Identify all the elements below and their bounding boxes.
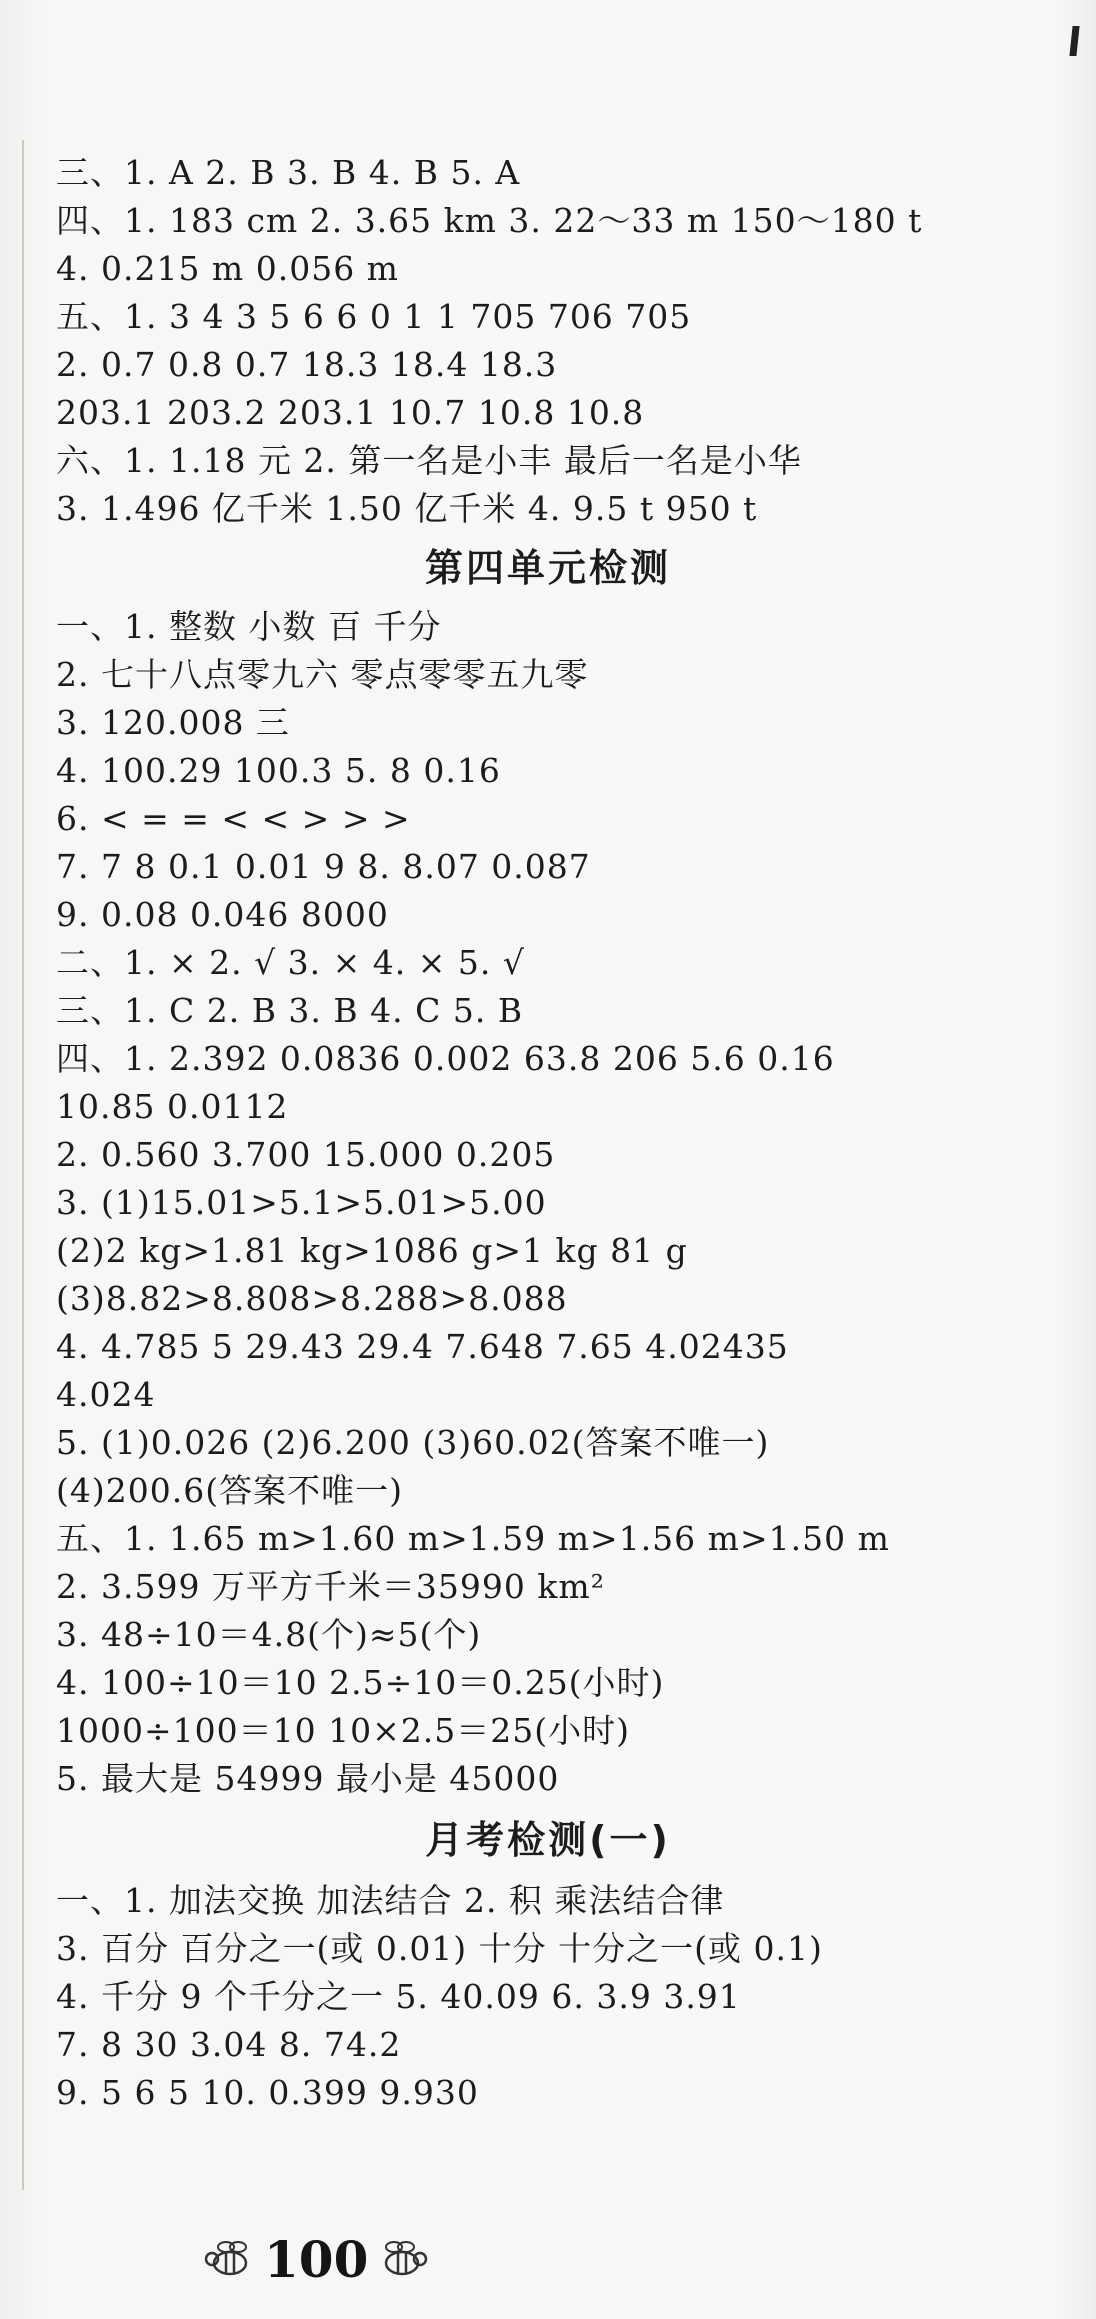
answer-line: 五、1. 1.65 m>1.60 m>1.59 m>1.56 m>1.50 m bbox=[56, 1519, 890, 1558]
answer-line: 3. 1.496 亿千米 1.50 亿千米 4. 9.5 t 950 t bbox=[56, 489, 758, 528]
answer-line: 5. 最大是 54999 最小是 45000 bbox=[56, 1759, 560, 1798]
answer-line: 二、1. × 2. √ 3. × 4. × 5. √ bbox=[56, 943, 525, 982]
answer-line: 2. 0.560 3.700 15.000 0.205 bbox=[56, 1135, 556, 1174]
answer-line: (4)200.6(答案不唯一) bbox=[56, 1471, 403, 1510]
answer-line: 3. 百分 百分之一(或 0.01) 十分 十分之一(或 0.1) bbox=[56, 1929, 823, 1968]
answer-line: 3. 48÷10＝4.8(个)≈5(个) bbox=[56, 1615, 482, 1654]
answer-line: 4. 0.215 m 0.056 m bbox=[56, 249, 399, 288]
answer-line: 4. 100÷10＝10 2.5÷10＝0.25(小时) bbox=[56, 1663, 665, 1702]
answer-line: (2)2 kg>1.81 kg>1086 g>1 kg 81 g bbox=[56, 1231, 688, 1270]
answer-line: 一、1. 整数 小数 百 千分 bbox=[56, 607, 442, 646]
answer-line: 7. 7 8 0.1 0.01 9 8. 8.07 0.087 bbox=[56, 847, 591, 886]
answer-line: 2. 3.599 万平方千米＝35990 km² bbox=[56, 1567, 605, 1606]
answer-line: 3. 120.008 三 bbox=[56, 703, 290, 742]
answer-line: 三、1. A 2. B 3. B 4. B 5. A bbox=[56, 153, 521, 192]
page-corner-mark-icon bbox=[1069, 26, 1079, 56]
answer-line: 203.1 203.2 203.1 10.7 10.8 10.8 bbox=[56, 393, 645, 432]
answer-line: 9. 0.08 0.046 8000 bbox=[56, 895, 389, 934]
bee-icon bbox=[376, 2239, 432, 2279]
answer-line: 1000÷100＝10 10×2.5＝25(小时) bbox=[56, 1711, 630, 1750]
answer-line: 三、1. C 2. B 3. B 4. C 5. B bbox=[56, 991, 524, 1030]
answer-line: 4. 千分 9 个千分之一 5. 40.09 6. 3.9 3.91 bbox=[56, 1977, 741, 2016]
answer-line: 9. 5 6 5 10. 0.399 9.930 bbox=[56, 2073, 479, 2112]
section-title: 月考检测(一) bbox=[425, 1818, 671, 1862]
answer-line: 4.024 bbox=[56, 1375, 156, 1414]
answer-line: 3. (1)15.01>5.1>5.01>5.00 bbox=[56, 1183, 547, 1222]
answer-line: 4. 4.785 5 29.43 29.4 7.648 7.65 4.02435 bbox=[56, 1327, 789, 1366]
answer-line: 六、1. 1.18 元 2. 第一名是小丰 最后一名是小华 bbox=[56, 441, 802, 480]
answer-line: 2. 0.7 0.8 0.7 18.3 18.4 18.3 bbox=[56, 345, 558, 384]
bee-icon bbox=[200, 2239, 256, 2279]
answer-line: 2. 七十八点零九六 零点零零五九零 bbox=[56, 655, 589, 694]
answer-line: 一、1. 加法交换 加法结合 2. 积 乘法结合律 bbox=[56, 1881, 725, 1920]
answer-line: 10.85 0.0112 bbox=[56, 1087, 289, 1126]
answer-line: 五、1. 3 4 3 5 6 6 0 1 1 705 706 705 bbox=[56, 297, 692, 336]
answer-line: 4. 100.29 100.3 5. 8 0.16 bbox=[56, 751, 501, 790]
answer-line: 6. < = = < < > > > bbox=[56, 799, 411, 838]
answer-line: 四、1. 183 cm 2. 3.65 km 3. 22～33 m 150～180 t bbox=[56, 201, 923, 240]
page-footer bbox=[200, 2224, 432, 2294]
answer-line: 7. 8 30 3.04 8. 74.2 bbox=[56, 2025, 402, 2064]
section-title: 第四单元检测 bbox=[424, 546, 671, 590]
page-number: 100 bbox=[264, 2229, 369, 2289]
margin-rule bbox=[22, 140, 24, 2190]
answer-line: 5. (1)0.026 (2)6.200 (3)60.02(答案不唯一) bbox=[56, 1423, 770, 1462]
answer-line: 四、1. 2.392 0.0836 0.002 63.8 206 5.6 0.16 bbox=[56, 1039, 835, 1078]
answer-line: (3)8.82>8.808>8.288>8.088 bbox=[56, 1279, 568, 1318]
